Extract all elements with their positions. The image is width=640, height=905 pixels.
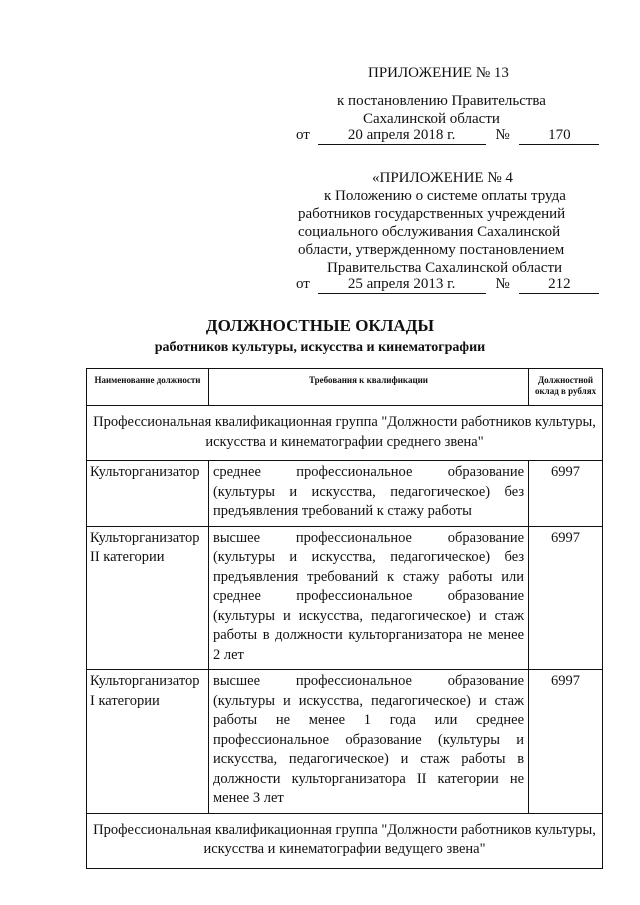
column-header-position: Наименование должности bbox=[87, 369, 209, 406]
group-title-leading-level: Профессиональная квалификационная группа "Должности работников культуры, искусства и кинематографии ведущего звена" bbox=[87, 813, 603, 868]
regulation-line-2: работников государственных учреждений bbox=[298, 206, 566, 222]
group-title-middle-level: Профессиональная квалификационная группа "Должности работников культуры, искусства и кинематографии среднего звена" bbox=[87, 406, 603, 461]
number-label-2: № bbox=[495, 276, 510, 292]
from-label-2: от bbox=[296, 276, 310, 292]
resolution-number: 170 bbox=[519, 127, 599, 145]
regulation-date-line bbox=[296, 276, 599, 294]
regulation-number: 212 bbox=[519, 276, 599, 294]
column-header-salary: Должностной оклад в рублях bbox=[529, 369, 603, 406]
group-row bbox=[87, 406, 603, 461]
number-label: № bbox=[495, 127, 510, 143]
salary-value: 6997 bbox=[529, 670, 603, 814]
region-line: Сахалинской области bbox=[363, 111, 500, 127]
position-name: Культорганизатор II категории bbox=[87, 526, 209, 670]
resolution-date-line bbox=[296, 127, 599, 145]
table-row bbox=[87, 526, 603, 670]
page-subtitle: работников культуры, искусства и кинематографии bbox=[154, 340, 486, 355]
group-row bbox=[87, 813, 603, 868]
page-title: ДОЛЖНОСТНЫЕ ОКЛАДЫ bbox=[205, 316, 435, 335]
table-row bbox=[87, 670, 603, 814]
regulation-line-4: области, утвержденному постановлением bbox=[298, 242, 565, 258]
qualification-requirements: среднее профессиональное образование (культуры и искусства, педагогическое) без предъявления требований к стажу работы bbox=[208, 461, 528, 527]
regulation-line-1: к Положению о системе оплаты труда bbox=[324, 188, 566, 204]
appendix-13-heading: ПРИЛОЖЕНИЕ № 13 bbox=[368, 65, 509, 81]
regulation-line-3: социального обслуживания Сахалинской bbox=[298, 224, 561, 240]
salary-value: 6997 bbox=[529, 526, 603, 670]
regulation-date: 25 апреля 2013 г. bbox=[318, 276, 486, 294]
qualification-requirements: высшее профессиональное образование (культуры и искусства, педагогическое) без предъявления требований к стажу работы или среднее профессиональное образование (культуры и искусства, педагогическое) и стаж работы в должности культорганизатора не менее 2 лет bbox=[208, 526, 528, 670]
qualification-requirements: высшее профессиональное образование (культуры и искусства, педагогическое) и стаж работы не менее 1 года или среднее профессиональное образование (культуры и искусства, педагогическое) и стаж работы в должности культорганизатора II категории не менее 3 лет bbox=[208, 670, 528, 814]
regulation-line-5: Правительства Сахалинской области bbox=[327, 260, 563, 276]
salary-value: 6997 bbox=[529, 461, 603, 527]
to-resolution-line: к постановлению Правительства bbox=[337, 93, 546, 109]
from-label: от bbox=[296, 127, 310, 143]
column-header-requirements: Требования к квалификации bbox=[208, 369, 528, 406]
position-name: Культорганизатор bbox=[87, 461, 209, 527]
resolution-date: 20 апреля 2018 г. bbox=[318, 127, 486, 145]
table-row bbox=[87, 461, 603, 527]
table-header-row bbox=[87, 369, 603, 406]
appendix-4-heading: «ПРИЛОЖЕНИЕ № 4 bbox=[372, 170, 513, 186]
salary-table bbox=[86, 368, 603, 869]
position-name: Культорганизатор I категории bbox=[87, 670, 209, 814]
